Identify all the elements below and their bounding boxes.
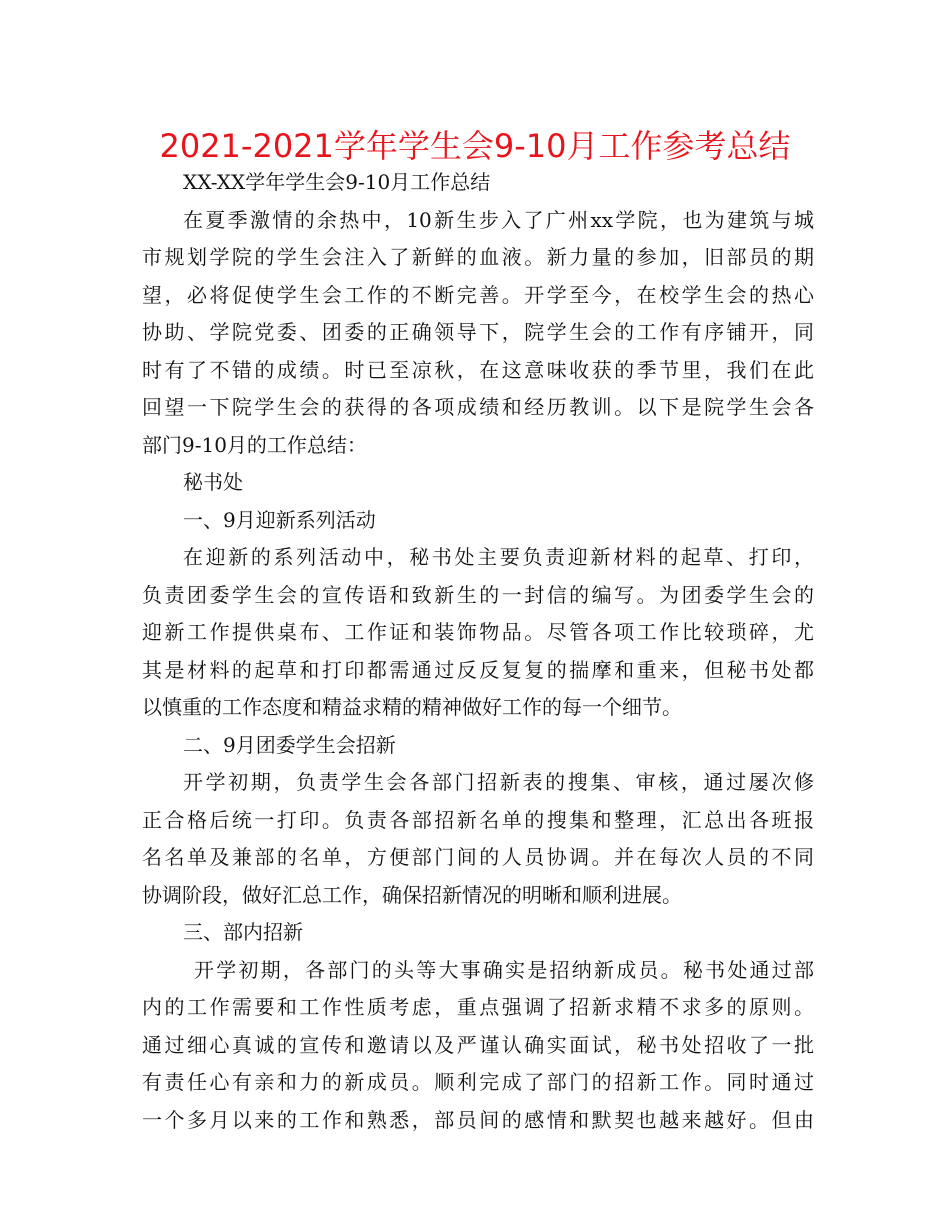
paragraph-line: 时有了不错的成绩。时已至凉秋，在这意味收获的季节里，我们在此 [142,357,814,382]
paragraph-line: 正合格后统一打印。负责各部招新名单的搜集和整理，汇总出各班报 [142,807,814,832]
paragraph-line: 内的工作需要和工作性质考虑，重点强调了招新求精不求多的原则。 [142,995,814,1019]
paragraph-line: 回望一下院学生会的获得的各项成绩和经历教训。以下是院学生会各 [142,395,814,419]
section-heading: 一、9月迎新系列活动 [183,507,376,532]
paragraph-line: 协助、学院党委、团委的正确领导下，院学生会的工作有序铺开，同 [142,320,814,344]
document-title: 2021-2021学年学生会9-10月工作参考总结 [159,127,791,165]
paragraph-line: 其是材料的起草和打印都需通过反反复复的揣摩和重来，但秘书处都 [142,657,814,682]
section-heading: 二、9月团委学生会招新 [183,732,396,757]
paragraph-line: 一个多月以来的工作和熟悉，部员间的感情和默契也越来越好。但由 [142,1107,814,1132]
paragraph-line: 开学初期，负责学生会各部门招新表的搜集、审核，通过屡次修 [183,770,814,794]
paragraph-line: 市规划学院的学生会注入了新鲜的血液。新力量的参加，旧部员的期 [142,245,814,269]
section-heading: 秘书处 [183,470,243,494]
paragraph-line: 有责任心有亲和力的新成员。顺利完成了部门的招新工作。同时通过 [142,1070,814,1094]
paragraph-line: 负责团委学生会的宣传语和致新生的一封信的编写。为团委学生会的 [142,582,814,607]
section-heading: 三、部内招新 [183,920,303,944]
document-body [142,164,814,1139]
paragraph-line: 在夏季激情的余热中，10新生步入了广州xx学院，也为建筑与城 [183,207,814,232]
paragraph-line: 以慎重的工作态度和精益求精的精神做好工作的每一个细节。 [142,695,682,719]
subtitle-line: XX-XX学年学生会9-10月工作总结 [183,170,491,194]
paragraph-line: 迎新工作提供桌布、工作证和装饰物品。尽管各项工作比较琐碎，尤 [142,620,814,644]
paragraph-line: 部门9-10月的工作总结： [142,432,367,457]
paragraph-line: 协调阶段，做好汇总工作，确保招新情况的明晰和顺利进展。 [142,882,682,907]
paragraph-line: 通过细心真诚的宣传和邀请以及严谨认确实面试，秘书处招收了一批 [142,1032,814,1057]
paragraph-line: 在迎新的系列活动中，秘书处主要负责迎新材料的起草、打印， [183,545,814,569]
paragraph-line: 名名单及兼部的名单，方便部门间的人员协调。并在每次人员的不同 [142,845,814,869]
paragraph-line: 开学初期，各部门的头等大事确实是招纳新成员。秘书处通过部 [194,957,814,982]
paragraph-line: 望，必将促使学生会工作的不断完善。开学至今，在校学生会的热心 [142,282,814,307]
